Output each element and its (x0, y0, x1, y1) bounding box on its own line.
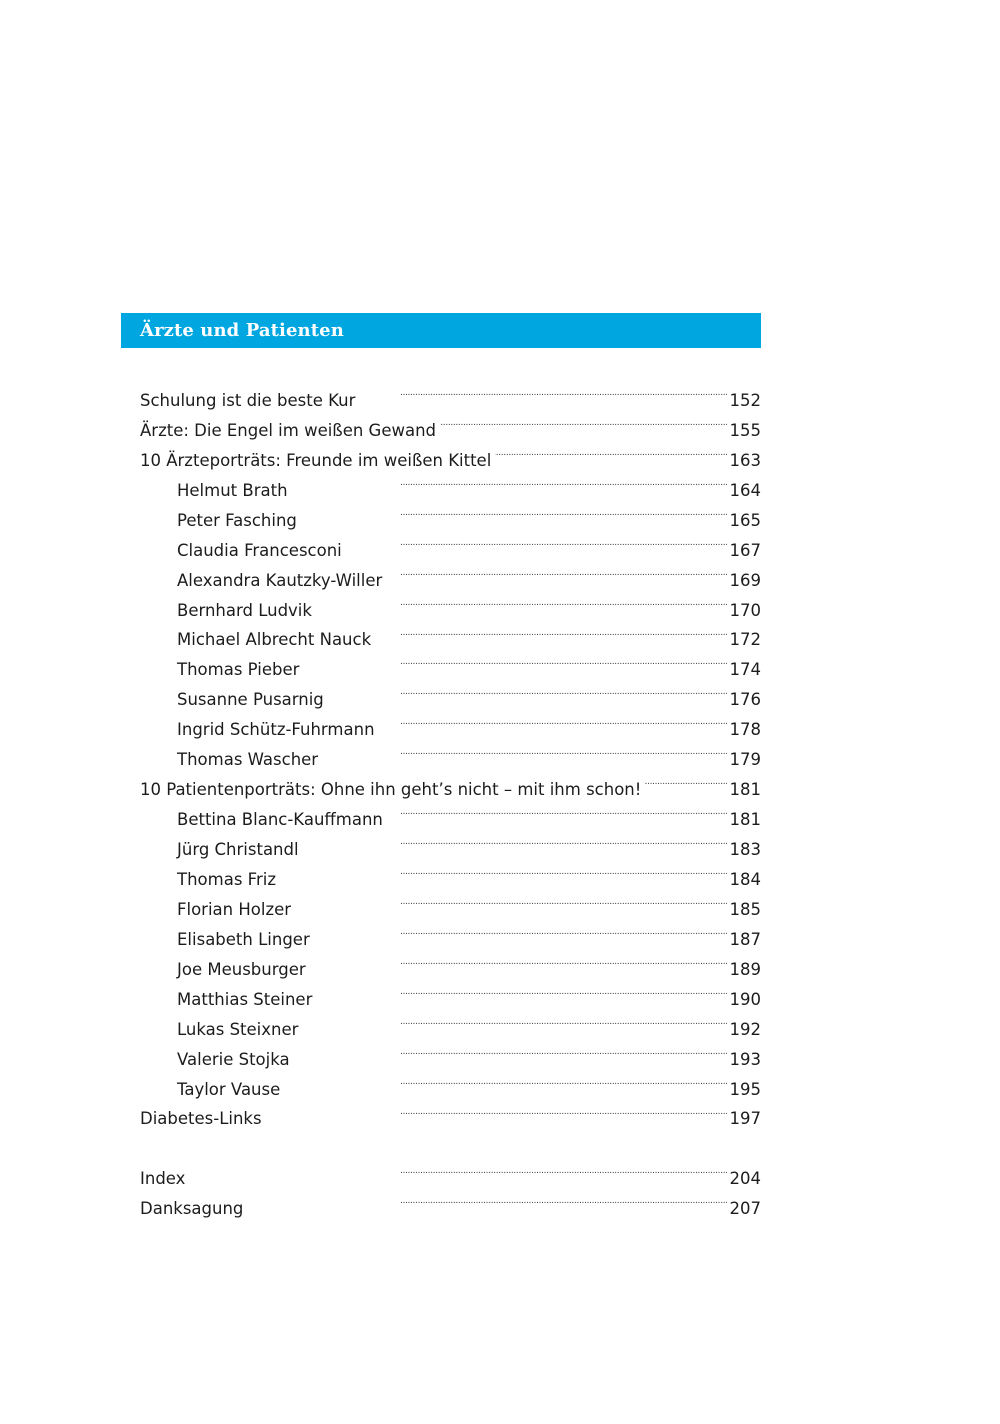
toc-entry-title: Thomas Friz (177, 869, 276, 889)
dot-leader (316, 586, 727, 616)
toc-page-number: 165 (729, 510, 761, 530)
toc-page-number: 164 (729, 480, 761, 500)
dot-leader (189, 1154, 726, 1184)
toc-page-number: 190 (729, 989, 761, 1009)
dot-leader (359, 376, 726, 406)
toc-page-number: 155 (729, 420, 761, 440)
dot-leader (284, 1065, 726, 1095)
table-of-contents (140, 376, 761, 1219)
dot-leader (247, 1184, 726, 1214)
toc-entry-title: Thomas Pieber (177, 660, 300, 680)
toc-page-number: 185 (729, 899, 761, 919)
toc-entry-title: Valerie Stojka (177, 1049, 290, 1069)
toc-page-number: 193 (729, 1049, 761, 1069)
dot-leader (316, 975, 726, 1005)
toc-entry-title: 10 Patientenporträts: Ohne ihn geht’s nicht – mit ihm schon! (140, 780, 642, 800)
toc-entry-title: 10 Ärzteporträts: Freunde im weißen Kittel (140, 450, 492, 470)
dot-leader (379, 705, 727, 735)
toc-page-number: 184 (729, 869, 761, 889)
dot-leader (294, 1035, 727, 1065)
toc-entry-title: Bernhard Ludvik (177, 600, 312, 620)
toc-page-number: 163 (729, 450, 761, 470)
toc-entry[interactable] (140, 1184, 761, 1219)
toc-page-number: 169 (729, 570, 761, 590)
toc-entry-title: Michael Albrecht Nauck (177, 630, 372, 650)
dot-leader (302, 1005, 726, 1035)
toc-entry-title: Susanne Pusarnig (177, 690, 324, 710)
dot-leader (301, 496, 727, 526)
dot-leader (295, 885, 726, 915)
dot-leader (440, 406, 726, 436)
toc-entry-title: Ärzte: Die Engel im weißen Gewand (140, 420, 437, 440)
dot-leader (303, 645, 726, 675)
toc-entry[interactable] (140, 1154, 761, 1189)
toc-page-number: 181 (729, 810, 761, 830)
toc-entry-title: Lukas Steixner (177, 1019, 299, 1039)
dot-leader (346, 526, 727, 556)
dot-leader (328, 675, 727, 705)
dot-leader (387, 795, 727, 825)
toc-page-number: 178 (729, 720, 761, 740)
toc-page-number: 179 (729, 750, 761, 770)
toc-page-number: 170 (729, 600, 761, 620)
toc-page-number: 204 (729, 1169, 761, 1189)
dot-leader (314, 915, 727, 945)
dot-leader (495, 436, 726, 466)
toc-entry-title: Claudia Francesconi (177, 540, 342, 560)
toc-page-number: 167 (729, 540, 761, 560)
dot-leader (280, 855, 727, 885)
toc-page-number: 174 (729, 660, 761, 680)
dot-leader (266, 1095, 727, 1125)
toc-entry-title: Thomas Wascher (177, 750, 319, 770)
toc-entry[interactable] (140, 376, 761, 410)
toc-entry-title: Ingrid Schütz-Fuhrmann (177, 720, 375, 740)
toc-entry-title: Jürg Christandl (177, 840, 299, 859)
dot-leader (310, 945, 727, 975)
toc-page-number: 195 (729, 1079, 761, 1099)
toc-entry-title: Florian Holzer (177, 899, 292, 919)
dot-leader (375, 616, 726, 646)
toc-entry-title: Diabetes-Links (140, 1109, 262, 1129)
toc-page-number: 187 (729, 929, 761, 949)
toc-page-number: 172 (729, 630, 761, 650)
toc-page-number: 192 (729, 1019, 761, 1039)
toc-entry-title: Matthias Steiner (177, 989, 313, 1009)
toc-page-number: 207 (729, 1199, 761, 1219)
toc-page-number: 176 (729, 690, 761, 710)
dot-leader (322, 735, 726, 765)
toc-entry-title: Helmut Brath (177, 480, 288, 500)
toc-page-number: 181 (729, 780, 761, 800)
toc-entry-title: Joe Meusburger (177, 959, 306, 979)
toc-page-number: 189 (729, 959, 761, 979)
toc-entry-title: Taylor Vause (177, 1079, 281, 1099)
dot-leader (386, 556, 726, 586)
section-header-bar (121, 313, 761, 348)
toc-entry-title: Bettina Blanc-Kauffmann (177, 810, 383, 830)
toc-entry-title: Danksagung (140, 1199, 244, 1219)
toc-entry-title: Schulung ist die beste Kur (140, 390, 356, 410)
toc-entry-title: Index (140, 1169, 186, 1189)
toc-page-number: 197 (729, 1109, 761, 1129)
toc-page-number: 152 (729, 390, 761, 410)
dot-leader (292, 466, 727, 496)
dot-leader (303, 825, 727, 855)
toc-entry-title: Alexandra Kautzky-Willer (177, 570, 383, 590)
section-title: Ärzte und Patienten (140, 320, 344, 341)
toc-entry-title: Elisabeth Linger (177, 929, 310, 949)
toc-entry-title: Peter Fasching (177, 510, 297, 530)
dot-leader (645, 765, 726, 795)
toc-page-number: 183 (729, 840, 761, 859)
